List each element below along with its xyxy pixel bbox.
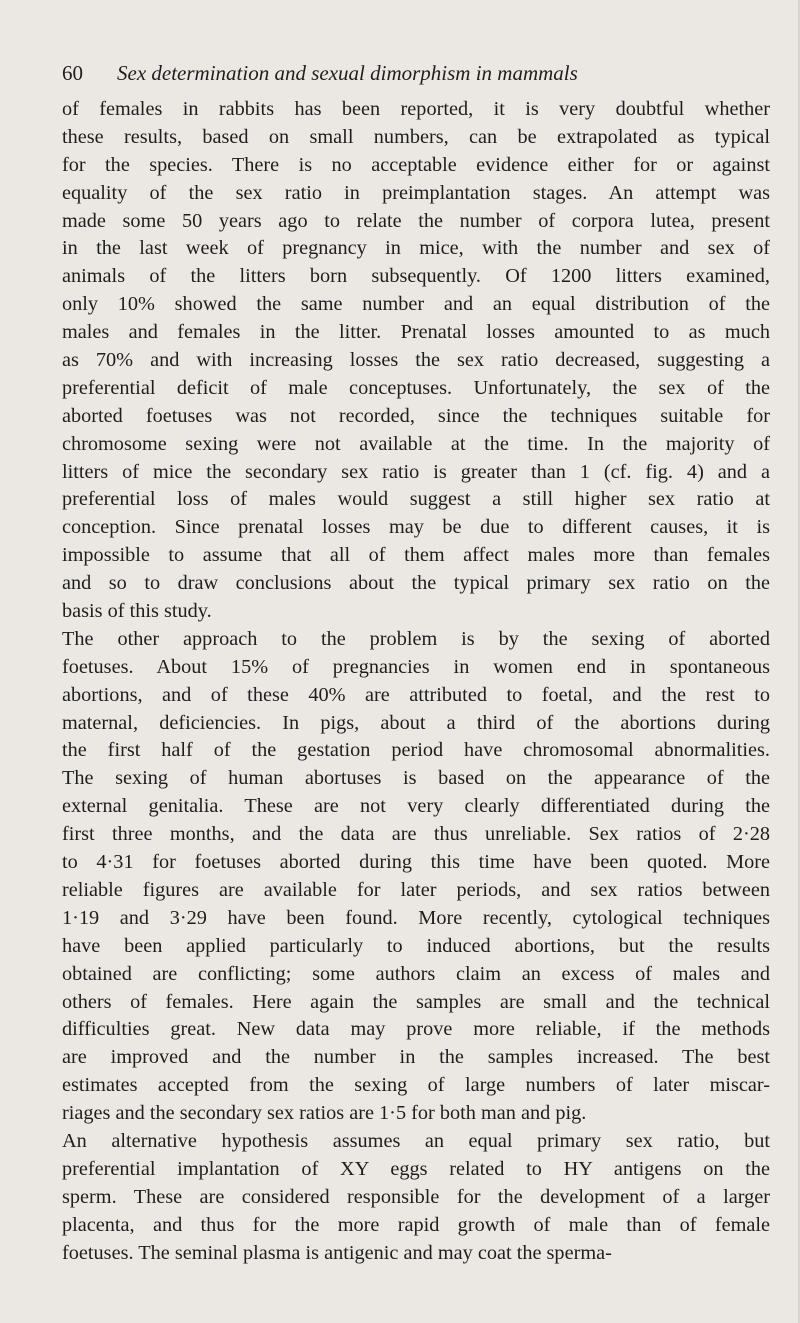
text-line: preferential implantation of XY eggs related to HY antigens on the (62, 1157, 770, 1180)
text-line: riages and the secondary sex ratios are 1·5 for both man and pig. (62, 1102, 587, 1125)
text-line: aborted foetuses was not recorded, since the techniques suitable for (62, 404, 770, 427)
text-line: to 4·31 for foetuses aborted during this time have been quoted. More (62, 851, 770, 874)
text-line: foetuses. The seminal plasma is antigenic and may coat the sperma- (62, 1241, 612, 1264)
page-header (62, 61, 770, 89)
text-line: are improved and the number in the samples increased. The best (62, 1046, 770, 1069)
text-line: others of females. Here again the samples are small and the technical (62, 990, 770, 1013)
text-line: chromosome sexing were not available at the time. In the majority of (62, 432, 770, 455)
body-text (62, 96, 770, 1267)
running-title: Sex determination and sexual dimorphism in mammals (117, 61, 578, 85)
text-line: placenta, and thus for the more rapid growth of male than of female (62, 1213, 770, 1236)
text-line: only 10% showed the same number and an equal distribution of the (62, 293, 770, 316)
text-line: obtained are conflicting; some authors claim an excess of males and (62, 962, 770, 985)
text-line: external genitalia. These are not very clearly differentiated during the (62, 795, 770, 818)
text-line: preferential loss of males would suggest a still higher sex ratio at (62, 488, 770, 511)
text-line: The sexing of human abortuses is based on the appearance of the (62, 767, 770, 790)
text-line: sperm. These are considered responsible for the development of a larger (62, 1185, 770, 1208)
text-line: 1·19 and 3·29 have been found. More recently, cytological techniques (62, 906, 770, 929)
text-line: as 70% and with increasing losses the sex ratio decreased, suggesting a (62, 349, 770, 372)
text-line: reliable figures are available for later periods, and sex ratios between (62, 878, 770, 901)
text-line: preferential deficit of male conceptuses. Unfortunately, the sex of the (62, 376, 770, 399)
text-line: abortions, and of these 40% are attributed to foetal, and the rest to (62, 683, 770, 706)
text-line: in the last week of pregnancy in mice, with the number and sex of (62, 237, 770, 260)
text-line: estimates accepted from the sexing of large numbers of later miscar- (62, 1074, 770, 1097)
text-line: The other approach to the problem is by the sexing of aborted (62, 627, 770, 650)
text-line: the first half of the gestation period have chromosomal abnormalities. (62, 739, 770, 762)
page-number: 60 (62, 61, 83, 85)
text-line: and so to draw conclusions about the typical primary sex ratio on the (62, 572, 770, 595)
text-line: conception. Since prenatal losses may be due to different causes, it is (62, 516, 770, 539)
text-line: these results, based on small numbers, can be extrapolated as typical (62, 125, 770, 148)
text-line: for the species. There is no acceptable evidence either for or against (62, 153, 770, 176)
text-line: animals of the litters born subsequently. Of 1200 litters examined, (62, 265, 770, 288)
text-line: difficulties great. New data may prove more reliable, if the methods (62, 1018, 770, 1041)
text-line: litters of mice the secondary sex ratio is greater than 1 (cf. fig. 4) and a (62, 460, 770, 483)
text-line: made some 50 years ago to relate the number of corpora lutea, present (62, 209, 770, 232)
text-line: foetuses. About 15% of pregnancies in women end in spontaneous (62, 655, 770, 678)
text-line: males and females in the litter. Prenatal losses amounted to as much (62, 321, 770, 344)
text-line: basis of this study. (62, 600, 212, 623)
text-line: first three months, and the data are thus unreliable. Sex ratios of 2·28 (62, 823, 770, 846)
text-line: of females in rabbits has been reported, it is very doubtful whether (62, 98, 770, 120)
text-line: maternal, deficiencies. In pigs, about a third of the abortions during (62, 711, 770, 734)
text-line: equality of the sex ratio in preimplantation stages. An attempt was (62, 181, 770, 204)
text-line: impossible to assume that all of them affect males more than females (62, 544, 770, 567)
text-line: An alternative hypothesis assumes an equal primary sex ratio, but (62, 1129, 770, 1152)
text-line: have been applied particularly to induced abortions, but the results (62, 934, 770, 957)
